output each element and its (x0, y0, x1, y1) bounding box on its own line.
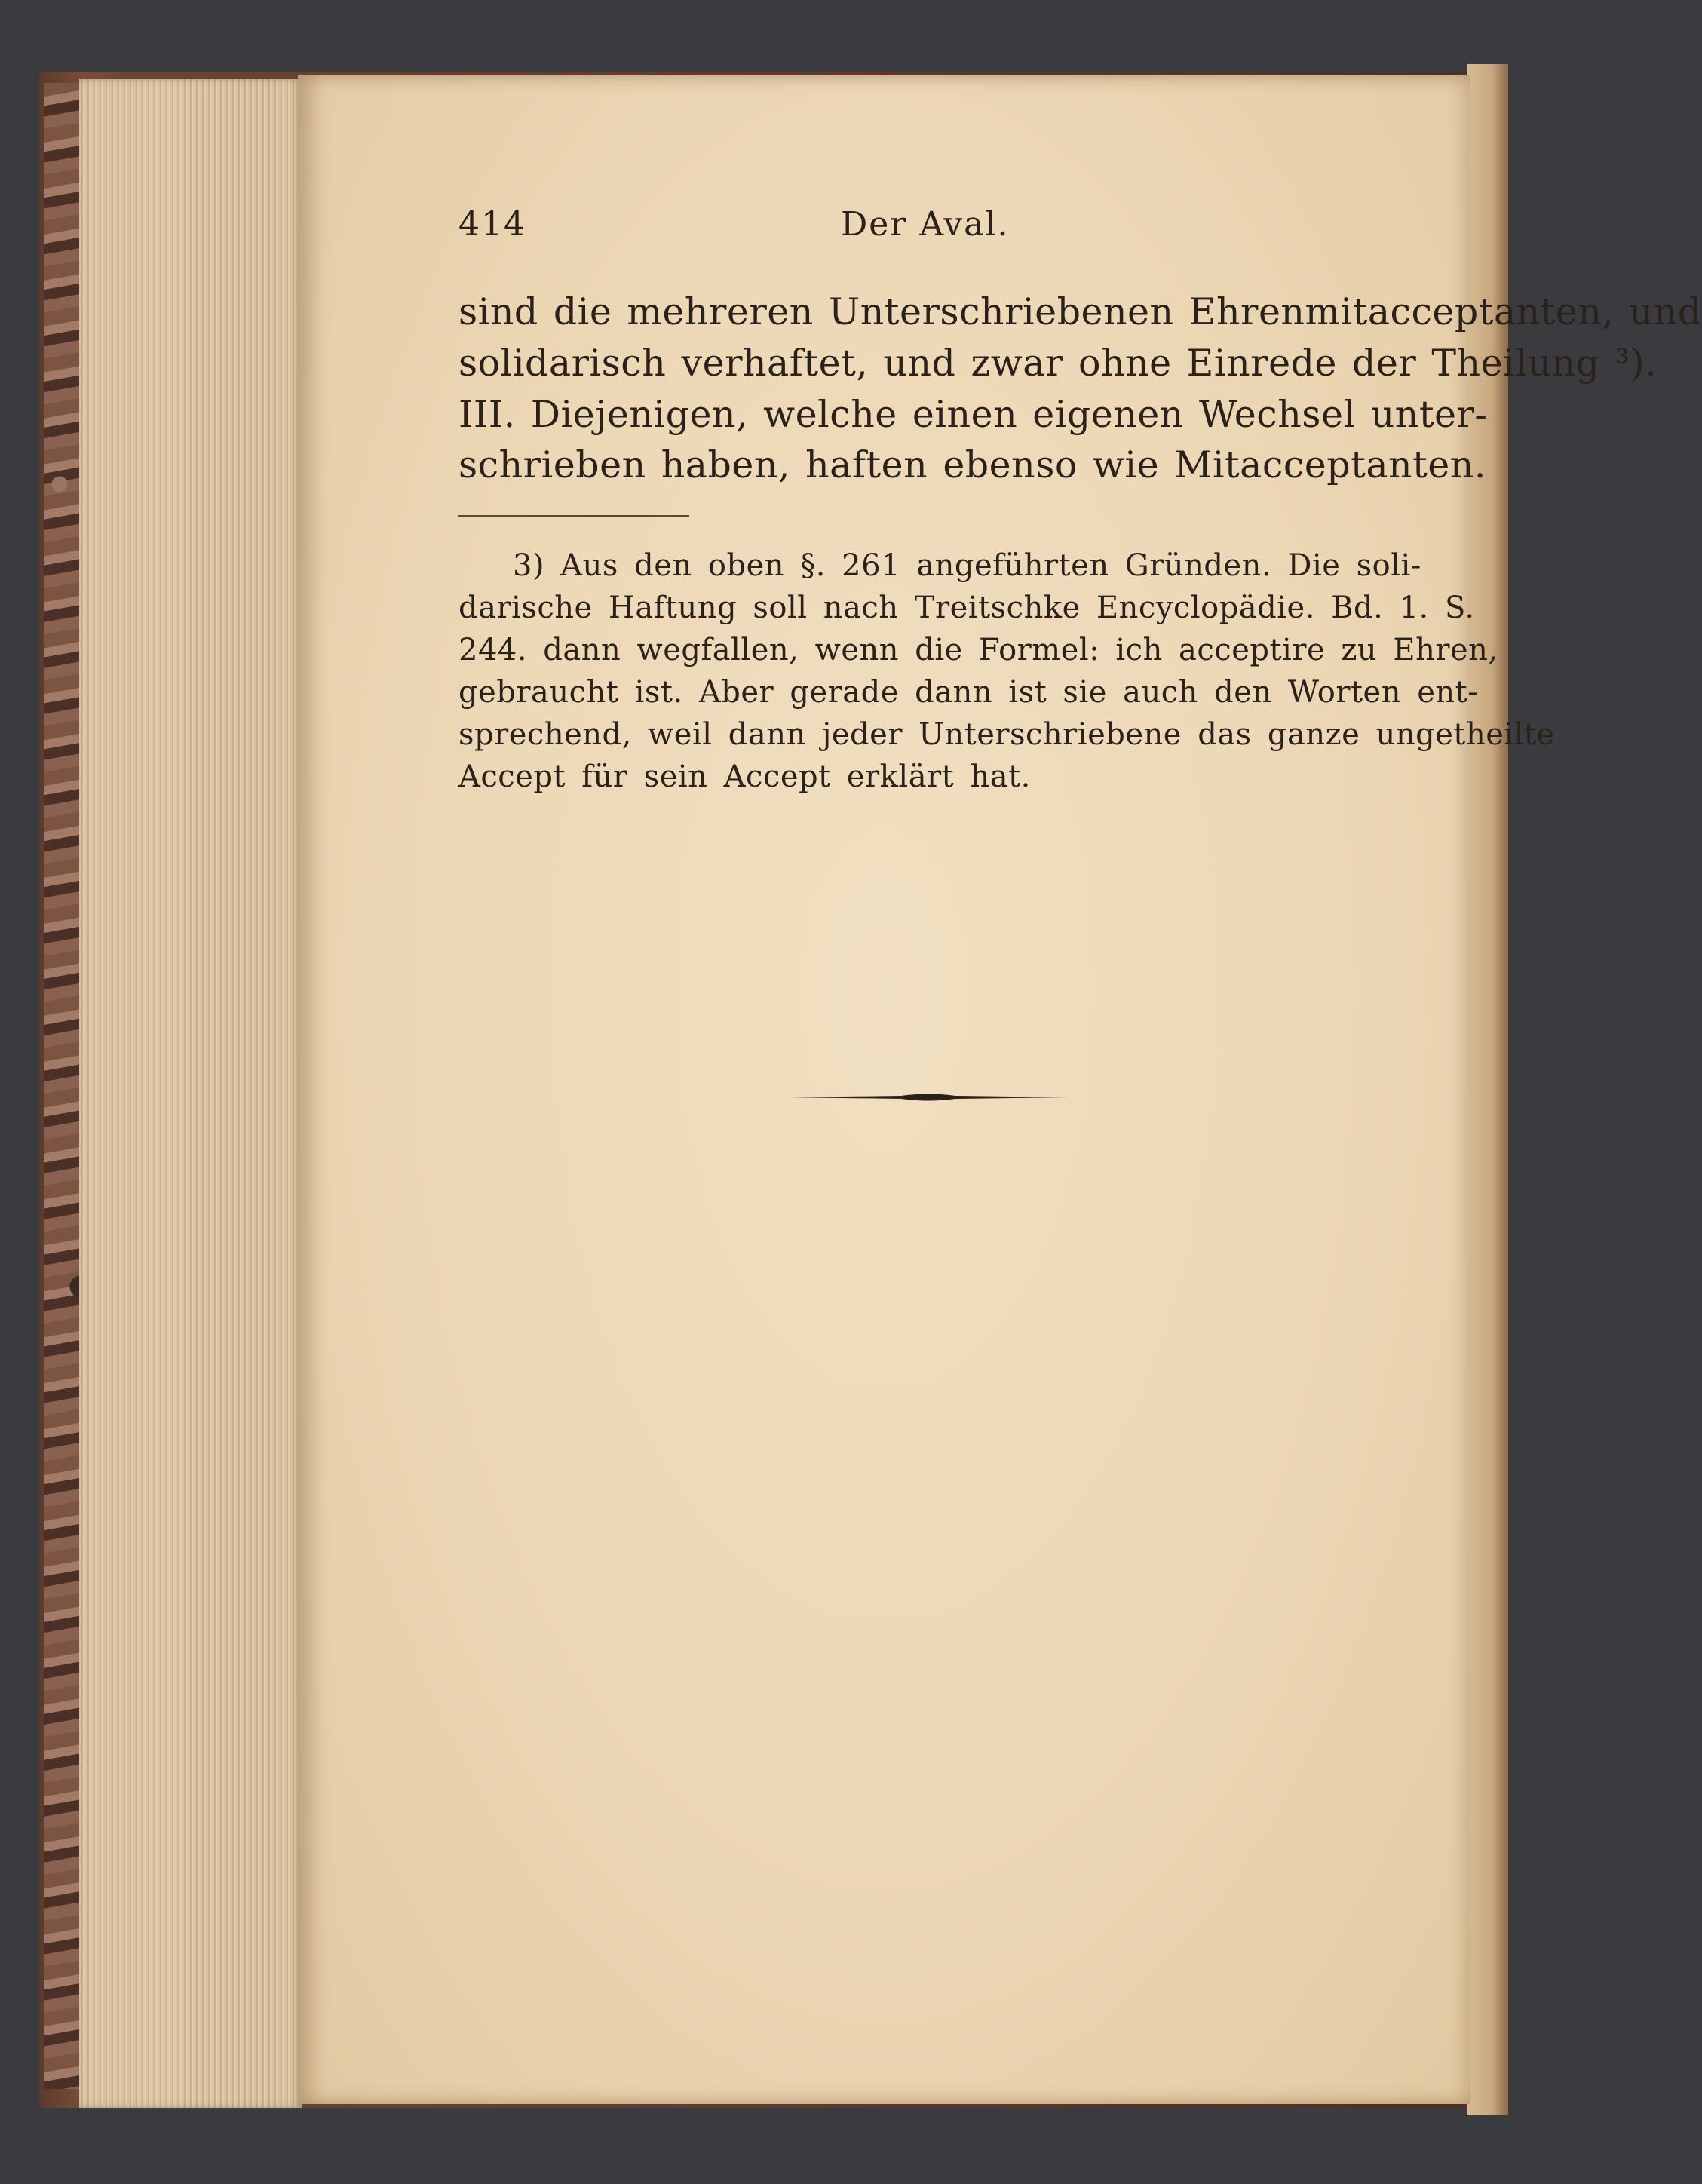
running-head: Der Aval. (841, 205, 1010, 244)
body-line: III. Diejenigen, welche einen eigenen Wechsel unter- (458, 393, 1488, 436)
body-line: schrieben haben, haften ebenso wie Mitacceptanten. (458, 443, 1486, 486)
footnote-line: darische Haftung soll nach Treitschke Encyclopädie. Bd. 1. S. (458, 590, 1475, 625)
footnote-line: sprechend, weil dann jeder Unterschriebene das ganze ungetheilte (458, 717, 1555, 752)
page-number: 414 (458, 205, 526, 244)
footnote-rule (458, 515, 689, 517)
footnote-line: 3) Aus den oben §. 261 angeführten Gründen. Die soli- (513, 548, 1421, 583)
footnote-line: gebraucht ist. Aber gerade dann ist sie auch den Worten ent- (458, 675, 1479, 710)
body-line: solidarisch verhaftet, und zwar ohne Einrede der Theilung ³). (458, 342, 1658, 385)
body-line: sind die mehreren Unterschriebenen Ehrenmitacceptanten, und (458, 290, 1702, 333)
end-ornament-rule (788, 1092, 1069, 1103)
footnote-line: Accept für sein Accept erklärt hat. (458, 759, 1031, 794)
footnote-line: 244. dann wegfallen, wenn die Formel: ich acceptire zu Ehren, (458, 633, 1498, 667)
page-block-edges (79, 79, 302, 2108)
